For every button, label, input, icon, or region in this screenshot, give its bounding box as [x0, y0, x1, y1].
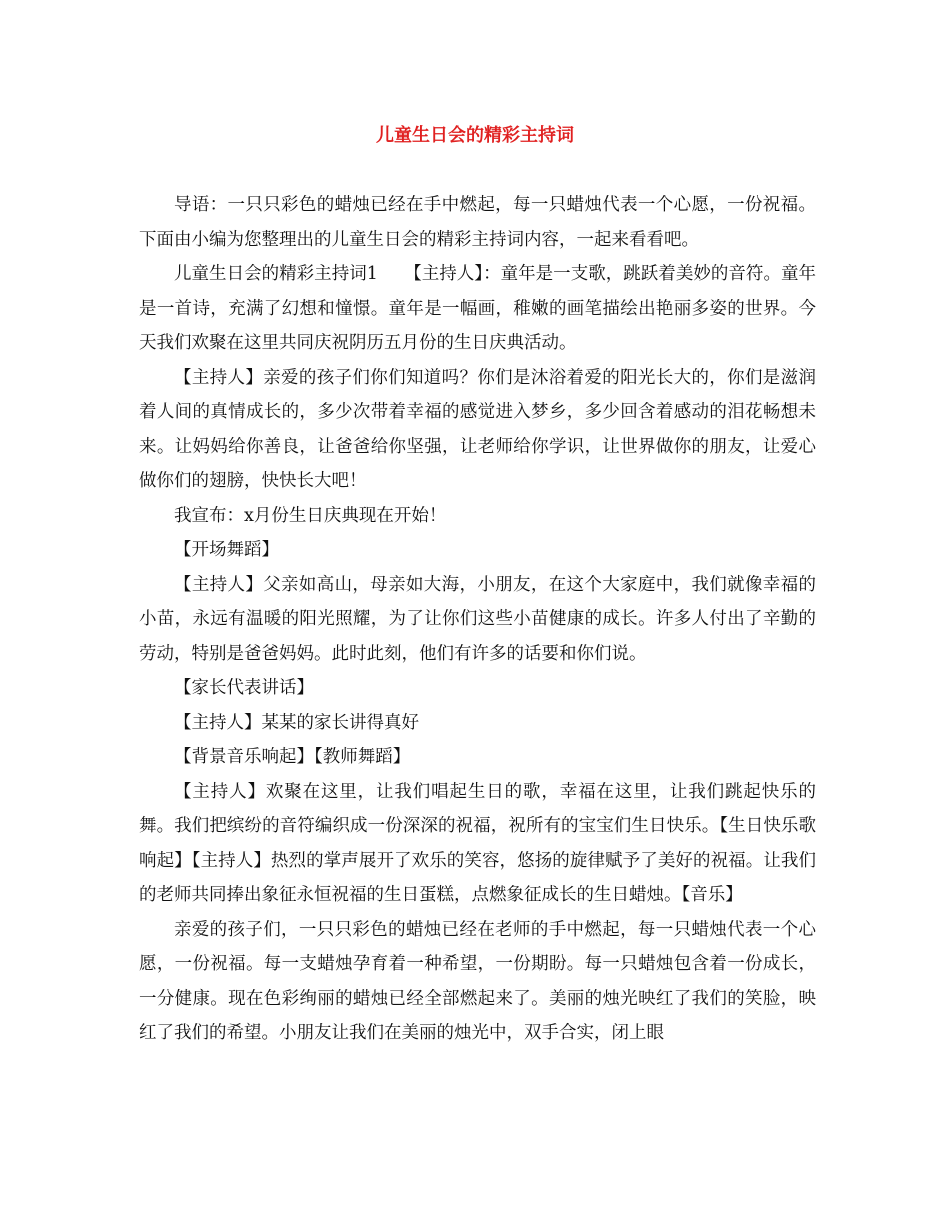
paragraph-8: 【背景音乐响起】【教师舞蹈】 [174, 747, 411, 767]
paragraph-6: 【家长代表讲话】 [174, 678, 314, 698]
paragraph-9: 【主持人】欢聚在这里，让我们唱起生日的歌，幸福在这里，让我们跳起快乐的舞。我们把缤纷的音符编织成一份深深的祝福，祝所有的宝宝们生日快乐。【生日快乐歌响起】【主持人】热烈的掌声展开了欢乐的笑容，悠扬的旋律赋予了美好的祝福。让我们的老师共同捧出象征永恒祝福的生日蛋糕，点燃象征成长的生日蜡烛。【音乐】 [139, 781, 816, 905]
paragraph-intro: 导语：一只只彩色的蜡烛已经在手中燃起，每一只蜡烛代表一个心愿，一份祝福。下面由小编为您整理出的儿童生日会的精彩主持词内容，一起来看看吧。 [139, 195, 816, 250]
paragraph-7: 【主持人】某某的家长讲得真好 [174, 712, 419, 733]
paragraph-3: 我宣布：x月份生日庆典现在开始！ [174, 505, 447, 526]
paragraph-4: 【开场舞蹈】 [174, 540, 279, 560]
document-title: 儿童生日会的精彩主持词 [376, 125, 574, 146]
paragraph-2: 【主持人】亲爱的孩子们你们知道吗？你们是沐浴着爱的阳光长大的，你们是滋润着人间的真情成长的，多少次带着幸福的感觉进入梦乡，多少回含着感动的泪花畅想未来。让妈妈给你善良，让爸爸给你坚强，让老师给你学识，让世界做你的朋友，让爱心做你们的翅膀，快快长大吧！ [139, 367, 816, 491]
paragraph-5: 【主持人】父亲如高山，母亲如大海，小朋友，在这个大家庭中，我们就像幸福的小苗，永远有温暖的阳光照耀，为了让你们这些小苗健康的成长。许多人付出了辛勤的劳动，特别是爸爸妈妈。此时此刻，他们有许多的话要和你们说。 [139, 574, 816, 664]
document-body [139, 188, 816, 1051]
paragraph-1: 儿童生日会的精彩主持词1 【主持人】：童年是一支歌，跳跃着美妙的音符。童年是一首诗，充满了幻想和憧憬。童年是一幅画，稚嫩的画笔描绘出艳丽多姿的世界。今天我们欢聚在这里共同庆祝阴历五月份的生日庆典活动。 [139, 264, 816, 353]
paragraph-10: 亲爱的孩子们，一只只彩色的蜡烛已经在老师的手中燃起，每一只蜡烛代表一个心愿，一份祝福。每一支蜡烛孕育着一种希望，一份期盼。每一只蜡烛包含着一份成长，一分健康。现在色彩绚丽的蜡烛已经全部燃起来了。美丽的烛光映红了我们的笑脸，映红了我们的希望。小朋友让我们在美丽的烛光中，双手合实，闭上眼 [139, 919, 816, 1043]
